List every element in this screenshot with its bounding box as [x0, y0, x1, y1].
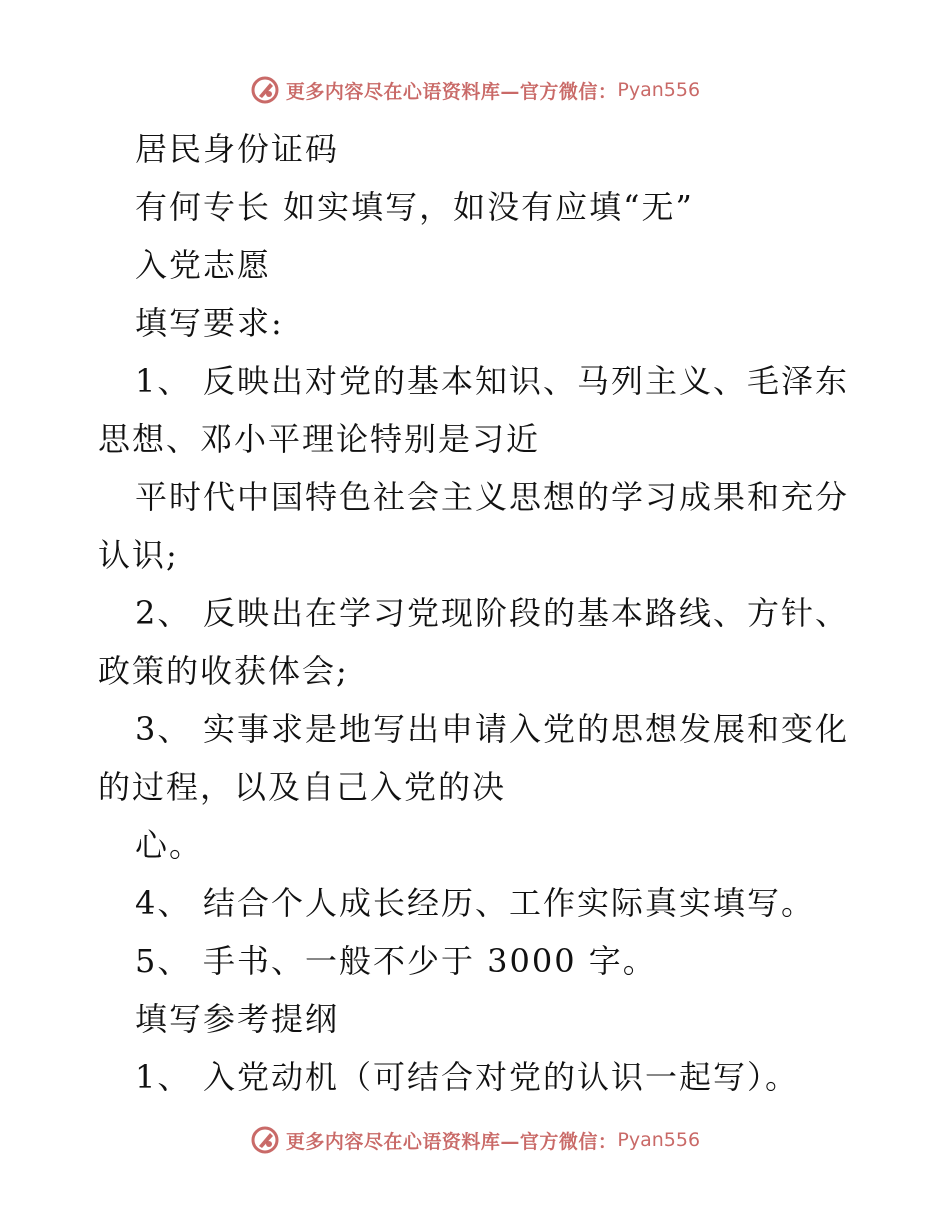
item-number: 1、 — [135, 362, 192, 400]
item-number: 3、 — [135, 710, 192, 748]
text-line: 认识; — [98, 536, 179, 574]
text-line: 填写要求: — [135, 304, 284, 342]
item-number: 5、 — [135, 942, 192, 980]
pen-logo-icon — [250, 1125, 280, 1155]
header-watermark-banner — [0, 70, 950, 110]
text-line: 居民身份证码 — [135, 130, 340, 168]
item-text: 实事求是地写出申请入党的思想发展和变化 — [203, 710, 850, 748]
pen-logo-icon — [250, 75, 280, 105]
item-text: 反映出对党的基本知识、马列主义、毛泽东 — [203, 362, 850, 400]
text-line: 有何专长 如实填写，如没有应填“无” — [135, 188, 694, 226]
text-line: 思想、邓小平理论特别是习近 — [98, 420, 541, 458]
text-line: 入党志愿 — [135, 246, 272, 284]
item-number: 4、 — [135, 884, 192, 922]
section-title: 填写参考提纲 — [135, 1000, 340, 1038]
footer-watermark-banner — [0, 1120, 950, 1160]
item-text: 反映出在学习党现阶段的基本路线、方针、 — [203, 594, 850, 632]
item-text: 手书、一般不少于 3000 字。 — [203, 942, 657, 980]
footer-banner-contact: Pyan556 — [617, 1129, 701, 1151]
text-line: 政策的收获体会; — [98, 652, 349, 690]
requirement-item — [98, 874, 858, 932]
item-number: 2、 — [135, 594, 192, 632]
document-body — [98, 120, 858, 1106]
footer-banner-text: 更多内容尽在心语资料库—官方微信： — [285, 1130, 618, 1153]
item-text: 结合个人成长经历、工作实际真实填写。 — [203, 884, 816, 922]
outline-item — [98, 1048, 858, 1106]
item-number: 1、 — [135, 1058, 192, 1096]
requirement-item — [98, 700, 858, 758]
requirement-item — [98, 584, 858, 642]
text-line: 的过程，以及自己入党的决 — [98, 768, 507, 806]
requirement-item — [98, 352, 858, 410]
text-line: 心。 — [135, 826, 204, 864]
text-line: 平时代中国特色社会主义思想的学习成果和充分 — [135, 478, 850, 516]
requirement-item — [98, 932, 858, 990]
item-text: 入党动机（可结合对党的认识一起写）。 — [203, 1058, 800, 1096]
header-banner-contact: Pyan556 — [617, 79, 701, 101]
header-banner-text: 更多内容尽在心语资料库—官方微信： — [285, 80, 618, 103]
